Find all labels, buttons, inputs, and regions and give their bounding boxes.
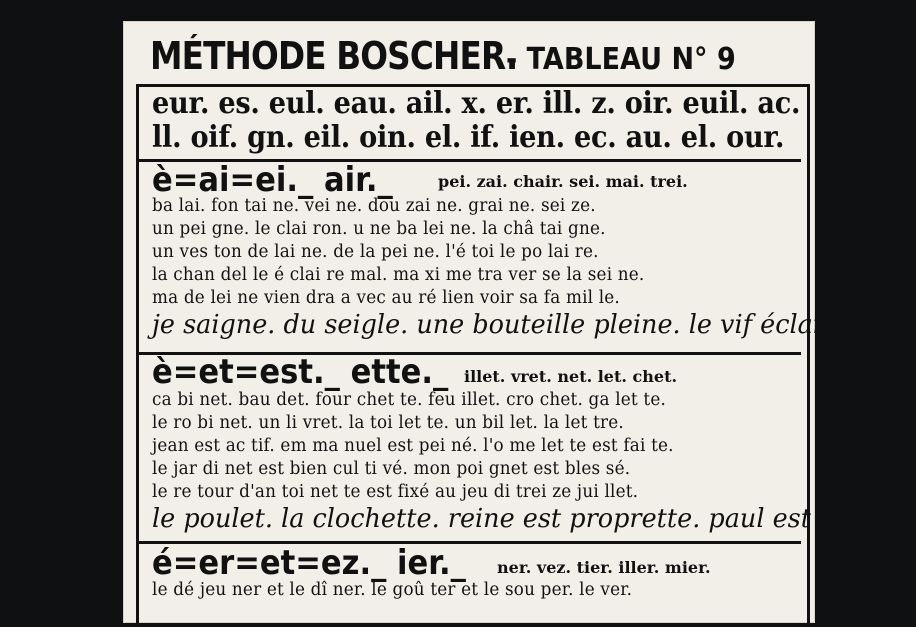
section-2-script: le poulet. la clochette. reine est proprette. paul est gai. <box>152 504 867 534</box>
tableau-number: - TABLEAU N° 9 <box>506 42 736 77</box>
section-1-line-5: ma de lei ne vien dra a vec au ré lien voir sa fa mil le. <box>152 288 620 308</box>
section-1-line-1: ba lai. fon tai ne. vei ne. dou zai ne. grai ne. sei ze. <box>152 196 596 216</box>
sounds-line-1: eur. es. eul. eau. ail. x. er. ill. z. oir. euil. ac. <box>152 86 801 121</box>
section-1-script: je saigne. du seigle. une bouteille pleine. le vif éclair. <box>152 310 839 340</box>
section-1-heading: è=ai=ei._ air._ <box>152 160 393 200</box>
section-2-line-2: le ro bi net. un li vret. la toi let te. un bil let. la let tre. <box>152 413 624 433</box>
section-1-line-4: la chan del le é clai re mal. ma xi me tra ver se la sei ne. <box>152 265 645 285</box>
section-2-examples: illet. vret. net. let. chet. <box>464 367 678 386</box>
section-1-examples: pei. zai. chair. sei. mai. trei. <box>438 172 688 191</box>
section-2-line-1: ca bi net. bau det. four chet te. feu illet. cro chet. ga let te. <box>152 390 666 410</box>
section-3-examples: ner. vez. tier. iller. mier. <box>497 558 711 577</box>
section-2-heading: è=et=est._ ette._ <box>152 352 449 392</box>
poster-header <box>150 34 800 78</box>
section-2-line-3: jean est ac tif. em ma nuel est pei né. l'o me let te est fai te. <box>152 436 674 456</box>
sounds-line-2: ll. oif. gn. eil. oin. el. if. ien. ec. au. el. our. <box>152 120 785 155</box>
poster-title: MÉTHODE BOSCHER. <box>150 34 518 78</box>
section-1-line-2: un pei gne. le clai ron. u ne ba lei ne. la châ tai gne. <box>152 219 606 239</box>
section-3-heading: é=er=et=ez._ ier._ <box>152 543 466 583</box>
section-1-line-3: un ves ton de lai ne. de la pei ne. l'é toi le po lai re. <box>152 242 599 262</box>
section-3-line-1: le dé jeu ner et le dî ner. le goû ter et le sou per. le ver. <box>152 580 633 600</box>
section-2-line-5: le re tour d'an toi net te est fixé au jeu di trei ze jui llet. <box>152 482 639 502</box>
section-2-line-4: le jar di net est bien cul ti vé. mon poi gnet est bles sé. <box>152 459 631 479</box>
